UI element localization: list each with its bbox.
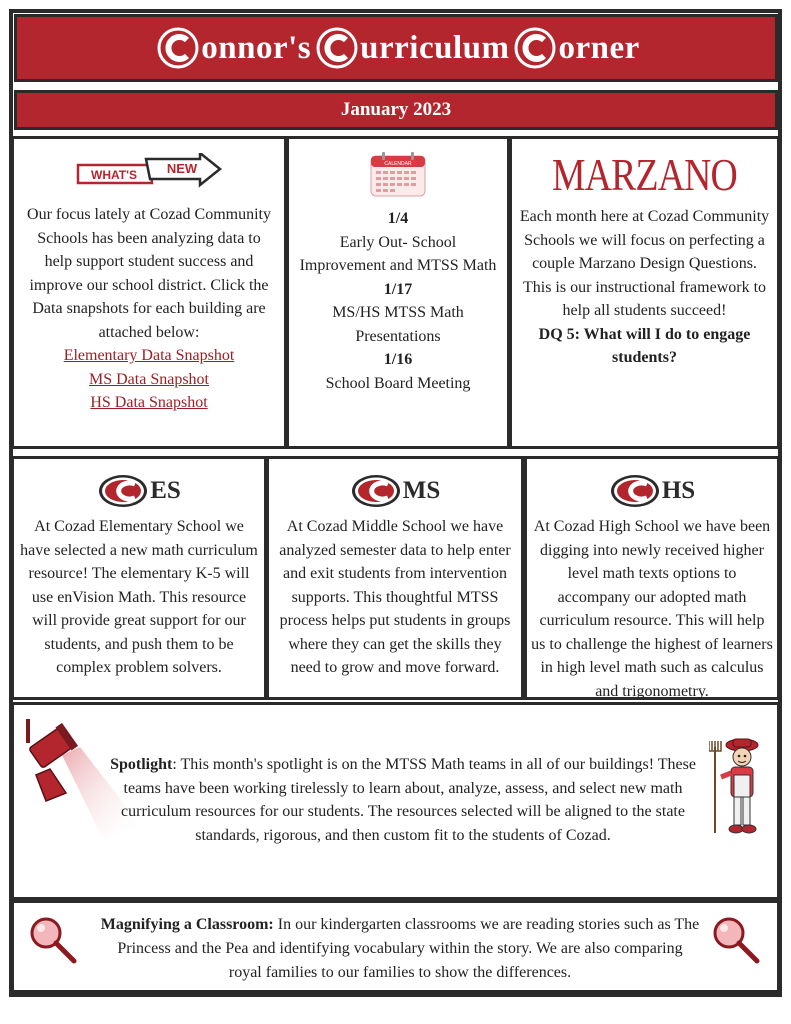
marzano-logo-text: MARZANO bbox=[552, 149, 737, 200]
spotlight-label: Spotlight bbox=[110, 756, 173, 773]
cozad-c-logo-icon bbox=[97, 473, 149, 509]
elementary-data-link[interactable]: Elementary Data Snapshot bbox=[63, 347, 235, 364]
magnifying-box bbox=[11, 900, 780, 993]
title-word-1: onnor's bbox=[201, 29, 312, 66]
cozad-c-logo-icon bbox=[156, 26, 200, 70]
marzano-box bbox=[509, 136, 780, 449]
svg-text:CALENDAR: CALENDAR bbox=[384, 161, 412, 167]
es-heading bbox=[18, 469, 260, 513]
magnifying-glass-icon bbox=[711, 915, 761, 965]
es-label: ES bbox=[150, 477, 181, 505]
hs-box bbox=[524, 456, 780, 700]
es-body: At Cozad Elementary School we have selected a new math curriculum resource! The elementary K-5 will use enVision Math. This resource will provide great support for our students, and push them to be complex problem solvers. bbox=[20, 518, 258, 676]
title-banner bbox=[14, 14, 778, 82]
event-date: 1/16 bbox=[383, 351, 413, 368]
event-date: 1/17 bbox=[383, 280, 413, 298]
magnifying-glass-icon bbox=[28, 915, 78, 965]
calendar-box bbox=[286, 136, 510, 449]
svg-text:WHAT'S: WHAT'S bbox=[91, 168, 137, 182]
whats-new-body: Our focus lately at Cozad Community Schools has been analyzing data to help support student success and improve our school district. Click the Data snapshots for each building are attached below: bbox=[27, 206, 271, 341]
ms-label: MS bbox=[402, 477, 441, 505]
newsletter-title bbox=[152, 26, 640, 70]
svg-text:NEW: NEW bbox=[166, 161, 198, 176]
ms-body: At Cozad Middle School we have analyzed semester data to help enter and exit students from intervention supports. This thoughtful MTSS process helps put students in groups where they can get the skills they need to grow and move forward. bbox=[279, 518, 511, 676]
event-text: School Board Meeting bbox=[325, 374, 471, 392]
event-date: 1/4 bbox=[387, 210, 409, 227]
ms-data-link[interactable]: MS Data Snapshot bbox=[89, 370, 209, 388]
whats-new-box bbox=[11, 136, 287, 449]
es-box bbox=[11, 456, 267, 700]
cozad-c-logo-icon bbox=[609, 473, 661, 509]
title-word-2: urriculum bbox=[360, 29, 510, 66]
hs-label: HS bbox=[661, 477, 696, 505]
whats-new-badge-icon bbox=[76, 153, 222, 193]
marzano-body: Each month here at Cozad Community Schools we will focus on perfecting a couple Marzano Design Questions. This is our instructional framework to help all students succeed! bbox=[519, 208, 770, 319]
spotlight-body: : This month's spotlight is on the MTSS Math teams in all of our buildings! These teams have been working tirelessly to learn about, analyze, assess, and select new math curriculum resources for our students. The resources selected will be aligned to the state standards, rigorous, and then custom fit to the students of Cozad. bbox=[121, 756, 696, 844]
event-text: Early Out- School Improvement and MTSS Math bbox=[299, 233, 497, 274]
hs-data-link[interactable]: HS Data Snapshot bbox=[90, 394, 208, 411]
cozad-c-logo-icon bbox=[513, 26, 557, 70]
magnifying-text bbox=[100, 913, 700, 985]
farmer-mascot-icon bbox=[709, 737, 767, 837]
event-text: MS/HS MTSS Math Presentations bbox=[332, 304, 464, 345]
ms-heading bbox=[273, 469, 517, 513]
marzano-question: DQ 5: What will I do to engage students? bbox=[538, 325, 751, 366]
cozad-c-logo-icon bbox=[315, 26, 359, 70]
cozad-c-logo-icon bbox=[350, 473, 402, 509]
magnifying-body: In our kindergarten classrooms we are reading stories such as The Princess and the Pea and identifying vocabulary within the story. We are also comparing royal families to our families to show the differences. bbox=[117, 916, 700, 981]
month-banner: January 2023 bbox=[14, 90, 778, 130]
ms-box bbox=[266, 456, 524, 700]
title-word-3: orner bbox=[558, 29, 640, 66]
hs-body: At Cozad High School we have been digging into newly received higher level math texts options to accompany our adopted math curriculum resource. This will help us to challenge the highest of learners in high level math such as calculus and trigonometry. bbox=[531, 518, 773, 700]
calendar-icon bbox=[370, 151, 426, 197]
spotlight-text bbox=[98, 753, 708, 847]
spotlight-box bbox=[11, 702, 780, 900]
magnifying-label: Magnifying a Classroom: bbox=[100, 916, 274, 933]
hs-heading bbox=[531, 469, 773, 513]
